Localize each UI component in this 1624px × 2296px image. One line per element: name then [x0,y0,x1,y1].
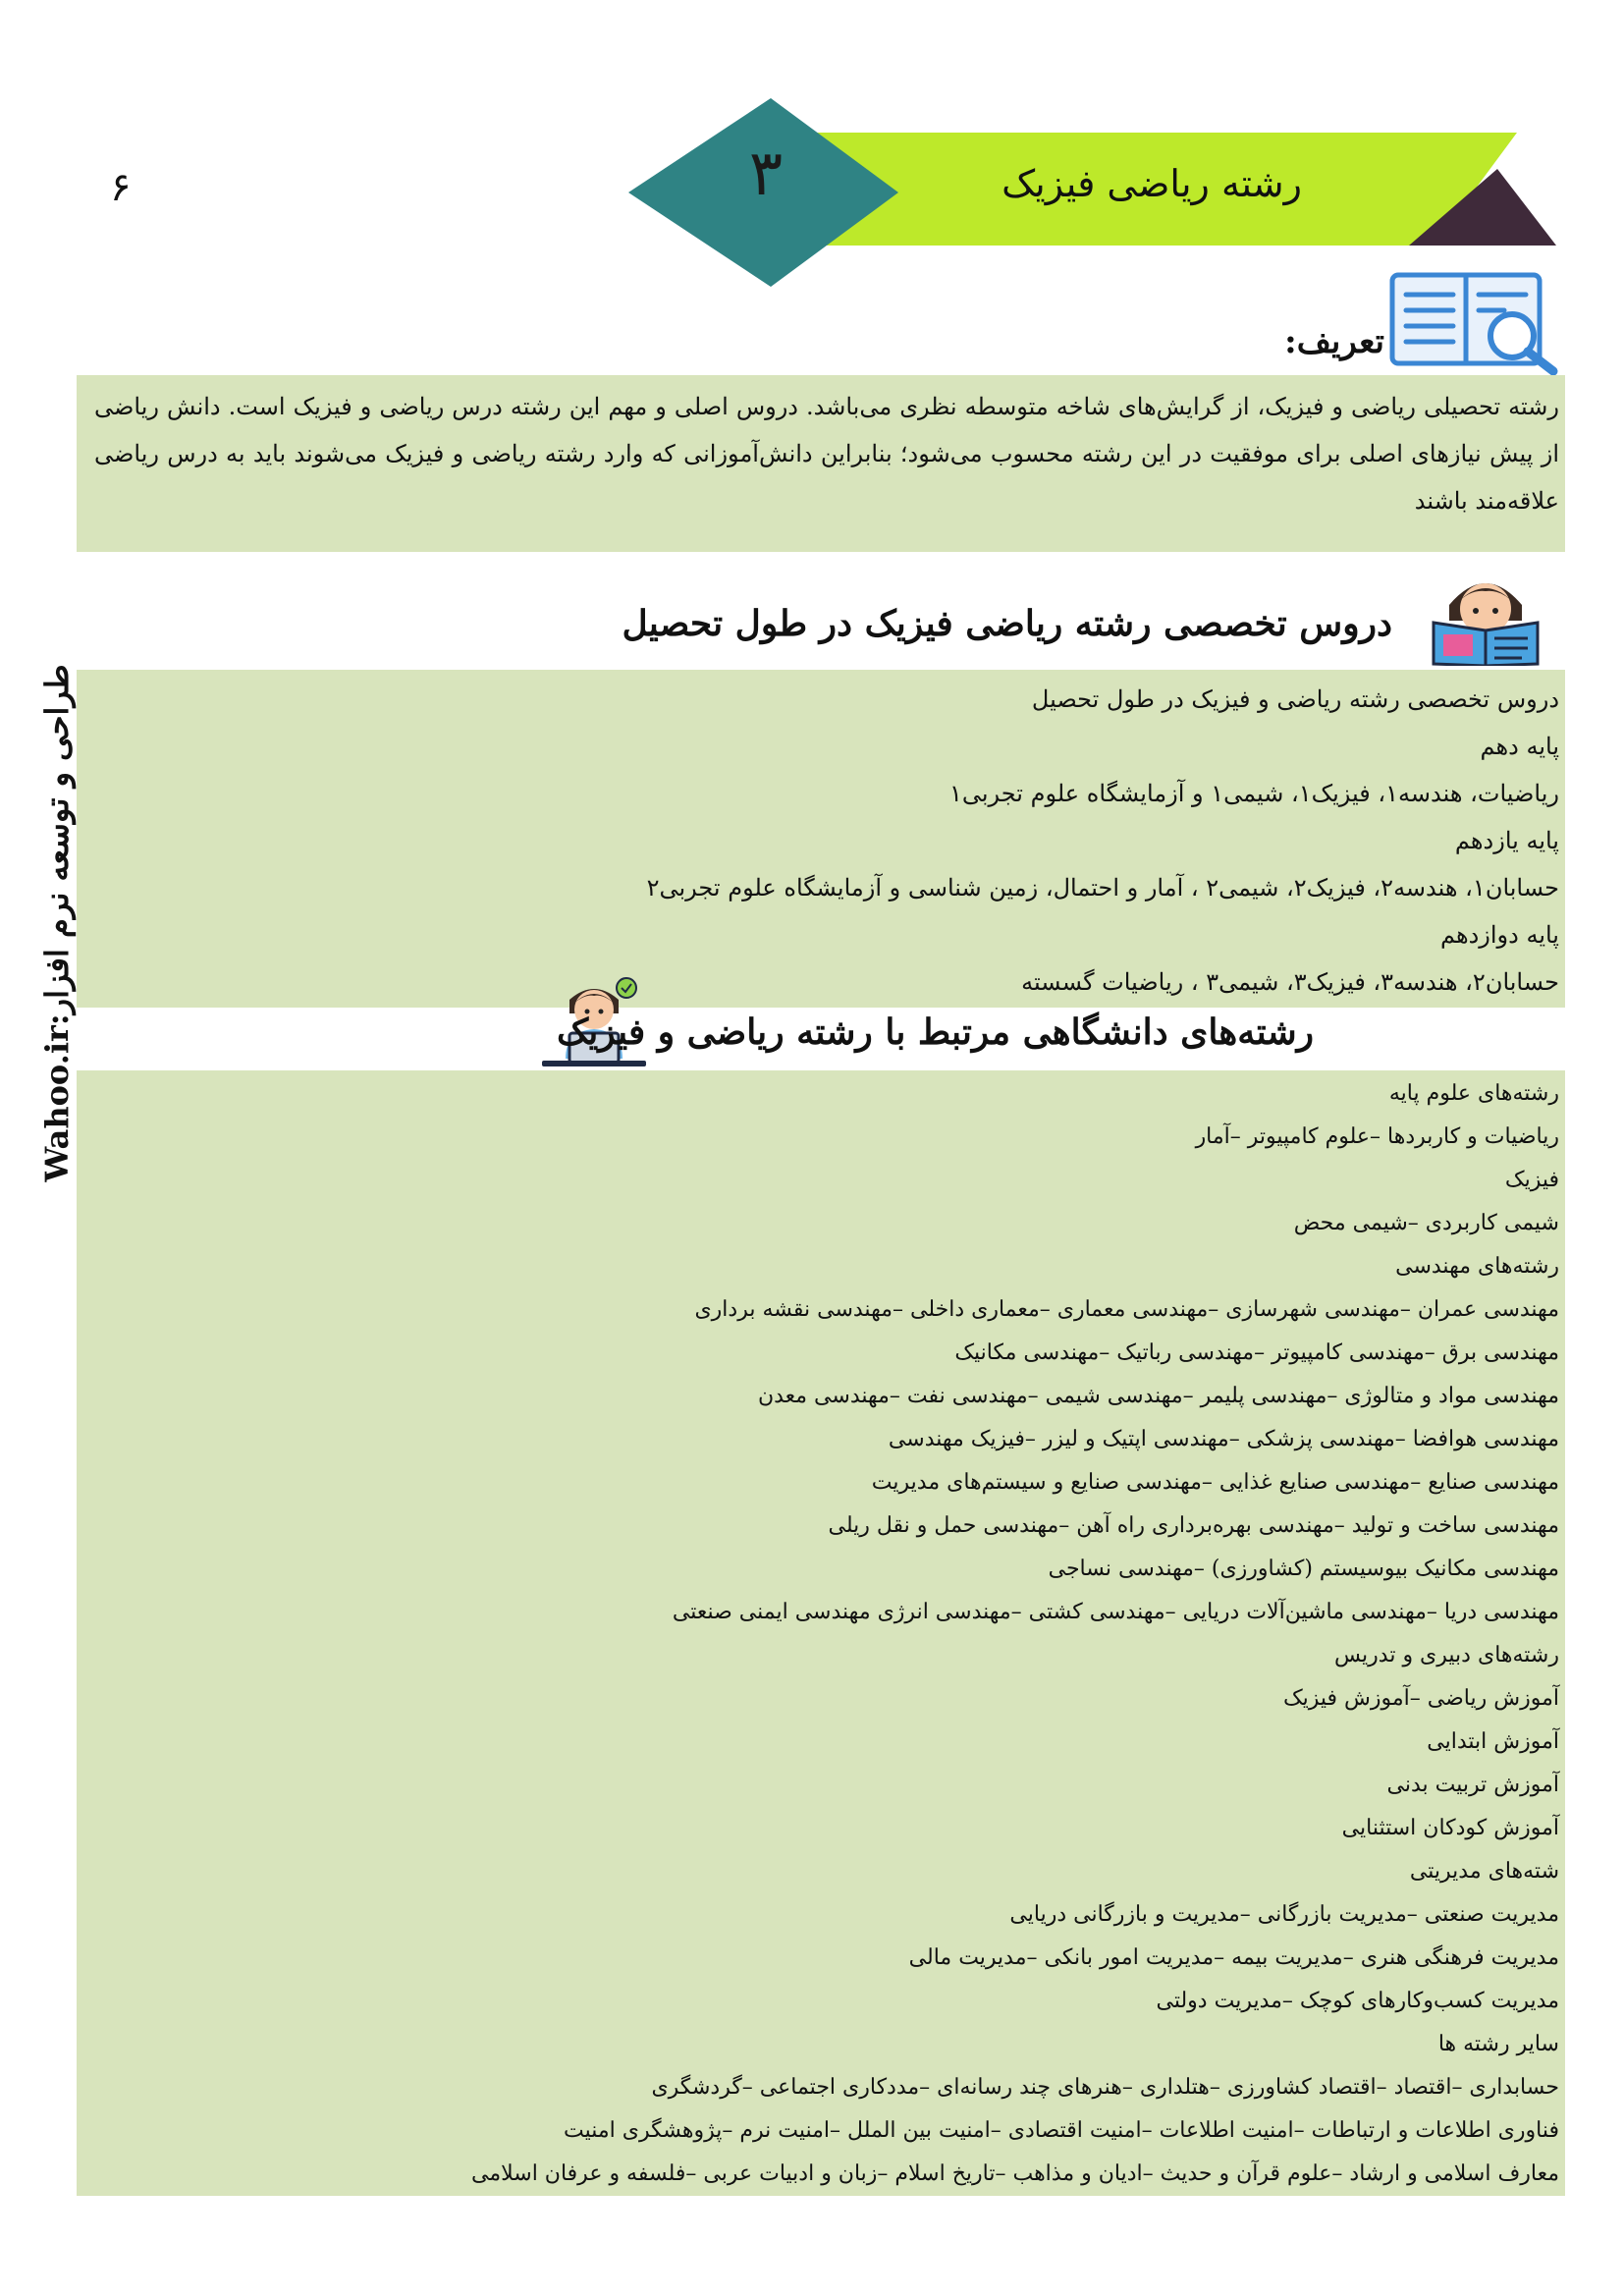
list-item: حسابان۲، هندسه۳، فیزیک۳، شیمی۳ ، ریاضیات گسسته [1021,968,1559,996]
courses-heading: دروس تخصصی رشته ریاضی فیزیک در طول تحصیل [622,603,1392,644]
list-item: آموزش ابتدایی [1427,1729,1559,1754]
list-item: ریاضیات، هندسه۱، فیزیک۱، شیمی۱ و آزمایشگاه علوم تجربی۱ [948,780,1559,807]
list-item: مهندسی دریا –مهندسی ماشین‌آلات دریایی –مهندسی کشتی –مهندسی انرژی مهندسی ایمنی صنعتی [672,1600,1559,1624]
list-item: معارف اسلامی و ارشاد –علوم قرآن و حدیث –ادیان و مذاهب –تاریخ اسلام –زبان و ادبیات عربی –فلسفه و عرفان اسلامی [471,2161,1559,2186]
list-item: فناوری اطلاعات و ارتباطات –امنیت اطلاعات –امنیت اقتصادی –امنیت بین الملل –امنیت نرم –پژوهشگری امنیت [564,2118,1559,2143]
courses-box [77,670,1565,1008]
list-item: مهندسی هوافضا –مهندسی پزشکی –مهندسی اپتیک و لیزر –فیزیک مهندسی [888,1427,1559,1451]
list-item: رشته‌های مهندسی [1395,1254,1559,1279]
book-magnifier-icon [1386,267,1563,377]
list-item: آموزش ریاضی –آموزش فیزیک [1282,1686,1559,1711]
list-item: پایه دوازدهم [1439,921,1559,949]
list-item: دروس تخصصی رشته ریاضی و فیزیک در طول تحصیل [1031,685,1559,713]
list-item: مهندسی صنایع –مهندسی صنایع غذایی –مهندسی صنایع و سیستم‌های مدیریت [871,1470,1559,1495]
list-item: سایر رشته ها [1437,2032,1559,2056]
list-item: مهندسی مکانیک بیوسیستم (کشاورزی) –مهندسی نساجی [1048,1557,1559,1581]
list-item: رشته‌های دبیری و تدریس [1333,1643,1559,1667]
list-item: مدیریت کسب‌وکارهای کوچک –مدیریت دولتی [1156,1989,1559,2013]
list-item: حسابان۱، هندسه۲، فیزیک۲، شیمی۲ ، آمار و احتمال، زمین شناسی و آزمایشگاه علوم تجربی۲ [646,874,1559,902]
definition-box [77,375,1565,552]
list-item: پایه دهم [1480,733,1559,760]
list-item: مهندسی برق –مهندسی کامپیوتر –مهندسی رباتیک –مهندسی مکانیک [954,1340,1559,1365]
student-reading-icon [1428,568,1543,666]
side-watermark [37,664,77,1182]
university-box [77,1070,1565,2196]
page-title: رشته ریاضی فیزیک [1001,162,1302,205]
chapter-number: ۳ [748,137,784,210]
side-watermark-text: Wahoo.ir:طراحی و توسعه نرم افزار [38,664,76,1182]
list-item: مهندسی ساخت و تولید –مهندسی بهره‌برداری راه آهن –مهندسی حمل و نقل ریلی [828,1513,1559,1538]
definition-text: رشته تحصیلی ریاضی و فیزیک، از گرایش‌های شاخه متوسطه نظری می‌باشد. دروس اصلی و مهم این رشته درس ریاضی و فیزیک است. دانش ریاضی از پیش نیازهای اصلی برای موفقیت در این رشته محسوب می‌شود؛ بنابراین دانش‌آموزانی که وارد رشته ریاضی و فیزیک می‌شوند باید به درس ریاضی علاقه‌مند باشند [94,393,1559,515]
list-item: آموزش تربیت بدنی [1386,1773,1559,1797]
list-item: حسابداری –اقتصاد –اقتصاد کشاورزی –هتلداری –هنرهای چند رسانه‌ای –مددکاری اجتماعی –گردشگری [651,2075,1559,2100]
list-item: فیزیک [1504,1168,1559,1192]
list-item: پایه یازدهم [1454,827,1559,854]
definition-heading: تعریف: [1284,322,1384,361]
list-item: مدیریت صنعتی –مدیریت بازرگانی –مدیریت و بازرگانی دریایی [1009,1902,1559,1927]
list-item: شیمی کاربردی –شیمی محض [1293,1211,1559,1235]
page-number: ۶ [110,165,132,210]
list-item: ریاضیات و کاربردها –علوم کامپیوتر –آمار [1195,1124,1559,1149]
list-item: آموزش کودکان استثنایی [1341,1816,1559,1840]
list-item: رشته‌های علوم پایه [1388,1081,1559,1106]
list-item: مهندسی عمران –مهندسی شهرسازی –مهندسی معماری –معماری داخلی –مهندسی نقشه برداری [694,1297,1559,1322]
university-heading: رشته‌های دانشگاهی مرتبط با رشته ریاضی و فیزیک [557,1011,1314,1053]
list-item: مدیریت فرهنگی هنری –مدیریت بیمه –مدیریت امور بانکی –مدیریت مالی [908,1945,1559,1970]
list-item: شته‌های مدیریتی [1409,1859,1559,1884]
list-item: مهندسی مواد و متالوژی –مهندسی پلیمر –مهندسی شیمی –مهندسی نفت –مهندسی معدن [757,1384,1559,1408]
